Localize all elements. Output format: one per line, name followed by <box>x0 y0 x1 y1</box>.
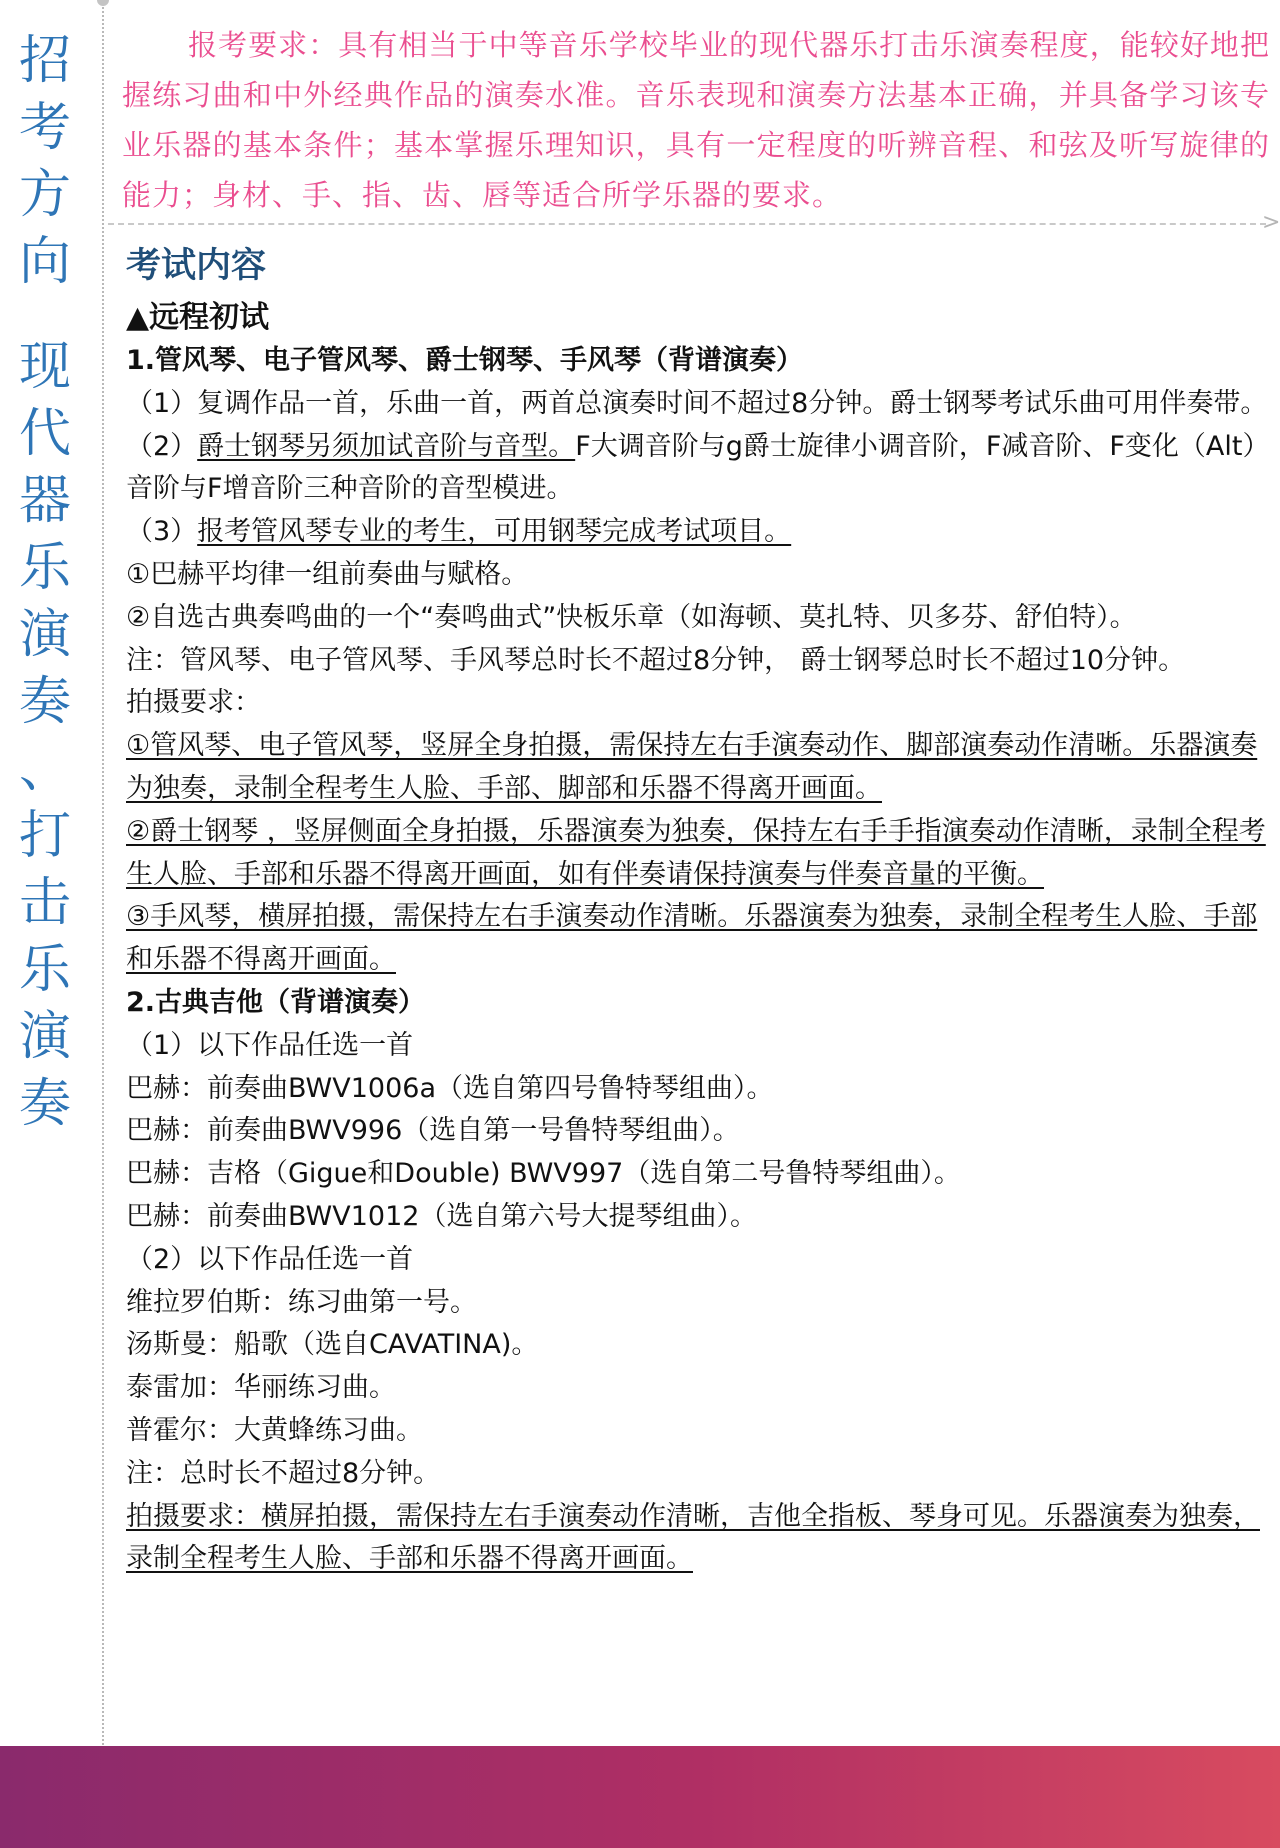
arrow-right-icon: > <box>1262 210 1280 235</box>
s2-g1-item: 巴赫：吉格（Gigue和Double) BWV997（选自第二号鲁特琴组曲）。 <box>126 1158 961 1190</box>
vertical-title-char: 乐 <box>18 538 71 598</box>
vertical-title-char: 考 <box>18 98 71 158</box>
vertical-title-char: 演 <box>18 605 71 665</box>
s1-shoot-label: 拍摄要求： <box>126 687 261 719</box>
s2-g1-item: 巴赫：前奏曲BWV1006a（选自第四号鲁特琴组曲）。 <box>126 1072 774 1104</box>
vertical-title-char: 乐 <box>18 940 71 1000</box>
s2-g2-item: 维拉罗伯斯：练习曲第一号。 <box>126 1286 477 1318</box>
s2-g2-item: 泰雷加：华丽练习曲。 <box>126 1372 396 1404</box>
s2-title: 2.古典吉他（背谱演奏） <box>126 986 426 1018</box>
requirements-intro: 报考要求：具有相当于中等音乐学校毕业的现代器乐打击乐演奏程度，能较好地把握练习曲和中外经典作品的演奏水准。音乐表现和演奏方法基本正确，并具备学习该专业乐器的基本条件；基本掌握乐理知识，具有一定程度的听辨音程、和弦及听写旋律的能力；身材、手、指、齿、唇等适合所学乐器的要求。 <box>122 28 1270 212</box>
vertical-title-char: 奏 <box>18 672 71 732</box>
vertical-title-char: 击 <box>18 873 71 933</box>
s1-item-2 <box>126 426 1276 512</box>
s1-shoot-2: ②爵士钢琴 ，竖屏侧面全身拍摄，乐器演奏为独奏，保持左右手手指演奏动作清晰，录制全程考生人脸、手部和乐器不得离开画面，如有伴奏请保持演奏与伴奏音量的平衡。 <box>126 815 1266 890</box>
vertical-title-char: 打 <box>18 806 71 866</box>
vertical-title-char: 器 <box>18 471 71 531</box>
s2-g2-item: 普霍尔：大黄蜂练习曲。 <box>126 1414 423 1446</box>
footer-gradient-bar <box>0 1746 1280 1848</box>
divider-dot-top <box>97 0 109 6</box>
vertical-divider <box>102 0 104 1752</box>
vertical-title-char: 招 <box>18 31 71 91</box>
vertical-title-char: 方 <box>18 165 71 225</box>
s1-item-2-underlined: 爵士钢琴另须加试音阶与音型。 <box>197 430 576 462</box>
s1-item-3-prefix: （3） <box>126 516 198 548</box>
s1-shoot-3: ③手风琴，横屏拍摄，需保持左右手演奏动作清晰。乐器演奏为独奏，录制全程考生人脸、手部和乐器不得离开画面。 <box>126 901 1258 976</box>
vertical-title-char: 向 <box>18 232 71 292</box>
vertical-title-char: 现 <box>18 337 71 397</box>
s1-shoot-1: ①管风琴、电子管风琴，竖屏全身拍摄，需保持左右手演奏动作、脚部演奏动作清晰。乐器演奏为独奏，录制全程考生人脸、手部、脚部和乐器不得离开画面。 <box>126 730 1258 804</box>
s2-g2-item: 汤斯曼：船歌（选自CAVATINA)。 <box>126 1329 539 1361</box>
vertical-title-char: 奏 <box>18 1074 71 1134</box>
s1-req-b: ②自选古典奏鸣曲的一个“奏鸣曲式”快板乐章（如海顿、莫扎特、贝多芬、舒伯特）。 <box>126 601 1137 633</box>
exam-content <box>126 244 1276 1581</box>
s2-note: 注：总时长不超过8分钟。 <box>126 1457 441 1489</box>
section-title: 考试内容 <box>126 246 267 286</box>
s1-req-a: ①巴赫平均律一组前奏曲与赋格。 <box>126 558 529 590</box>
s1-item-3 <box>126 511 1276 554</box>
vertical-title-char: 、 <box>18 739 71 799</box>
vertical-title-char: 演 <box>18 1007 71 1067</box>
s1-item-2-rest: F大调音阶与g爵士旋律小调音阶，F减音阶、F变化（Alt）音阶与F增音阶三种音阶的音型模进。 <box>126 430 1270 505</box>
vertical-title-gap <box>14 296 76 334</box>
vertical-title-char: 代 <box>18 404 71 464</box>
s2-group-1: （1）以下作品任选一首 <box>126 1029 414 1061</box>
horizontal-divider <box>108 223 1266 225</box>
vertical-title <box>14 28 76 1138</box>
s1-item-1: （1）复调作品一首，乐曲一首，两首总演奏时间不超过8分钟。爵士钢琴考试乐曲可用伴奏带。 <box>126 387 1268 419</box>
s2-g1-item: 巴赫：前奏曲BWV1012（选自第六号大提琴组曲）。 <box>126 1200 757 1232</box>
s1-item-2-prefix: （2） <box>126 430 198 462</box>
s2-group-2: （2）以下作品任选一首 <box>126 1243 414 1275</box>
s1-item-3-underlined: 报考管风琴专业的考生，可用钢琴完成考试项目。 <box>197 516 792 548</box>
s1-note: 注：管风琴、电子管风琴、手风琴总时长不超过8分钟， 爵士钢琴总时长不超过10分钟。 <box>126 644 1186 676</box>
s1-title: 1.管风琴、电子管风琴、爵士钢琴、手风琴（背谱演奏） <box>126 345 804 376</box>
s2-g1-item: 巴赫：前奏曲BWV996（选自第一号鲁特琴组曲）。 <box>126 1115 740 1147</box>
s2-shoot: 拍摄要求：横屏拍摄，需保持左右手演奏动作清晰，吉他全指板、琴身可见。乐器演奏为独奏，录制全程考生人脸、手部和乐器不得离开画面。 <box>126 1500 1260 1575</box>
round-title: ▲远程初试 <box>126 300 270 335</box>
